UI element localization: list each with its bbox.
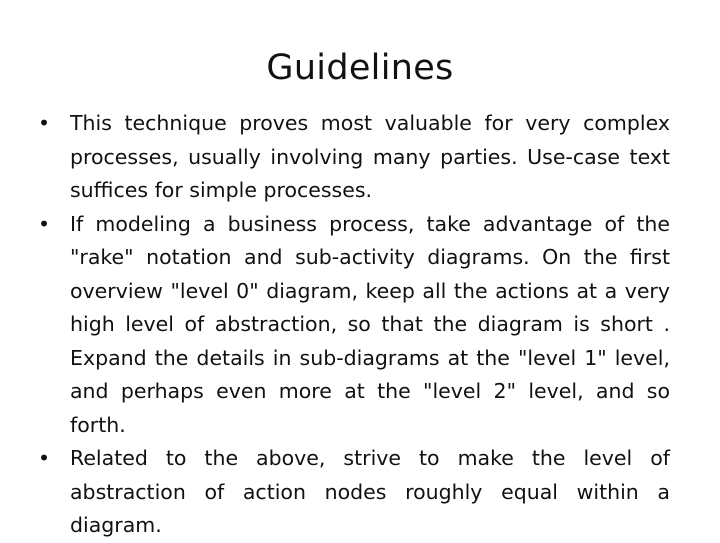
bullet-icon: • bbox=[37, 446, 51, 470]
bullet-text: This technique proves most valuable for very complex processes, usually involving many parties. Use-case text suffices for simple processes. bbox=[70, 111, 670, 202]
bullet-icon: • bbox=[37, 111, 51, 135]
bullet-text: If modeling a business process, take advantage of the "rake" notation and sub-activity diagrams. On the first overview "level 0" diagram, keep all the actions at a very high level of abstraction, so that the diagram is short . Expand the details in sub-diagrams at the "level 1" level, and perhaps even more at the "level 2" level, and so forth. bbox=[70, 211, 670, 437]
bullet-item-1 bbox=[36, 107, 670, 208]
bullet-item-3 bbox=[36, 442, 670, 543]
bullet-list bbox=[36, 107, 670, 543]
slide-title: Guidelines bbox=[266, 48, 454, 88]
bullet-item-2 bbox=[36, 208, 670, 443]
bullet-text: Related to the above, strive to make the level of abstraction of action nodes roughly equal within a diagram. bbox=[70, 446, 670, 537]
bullet-icon: • bbox=[37, 211, 51, 236]
